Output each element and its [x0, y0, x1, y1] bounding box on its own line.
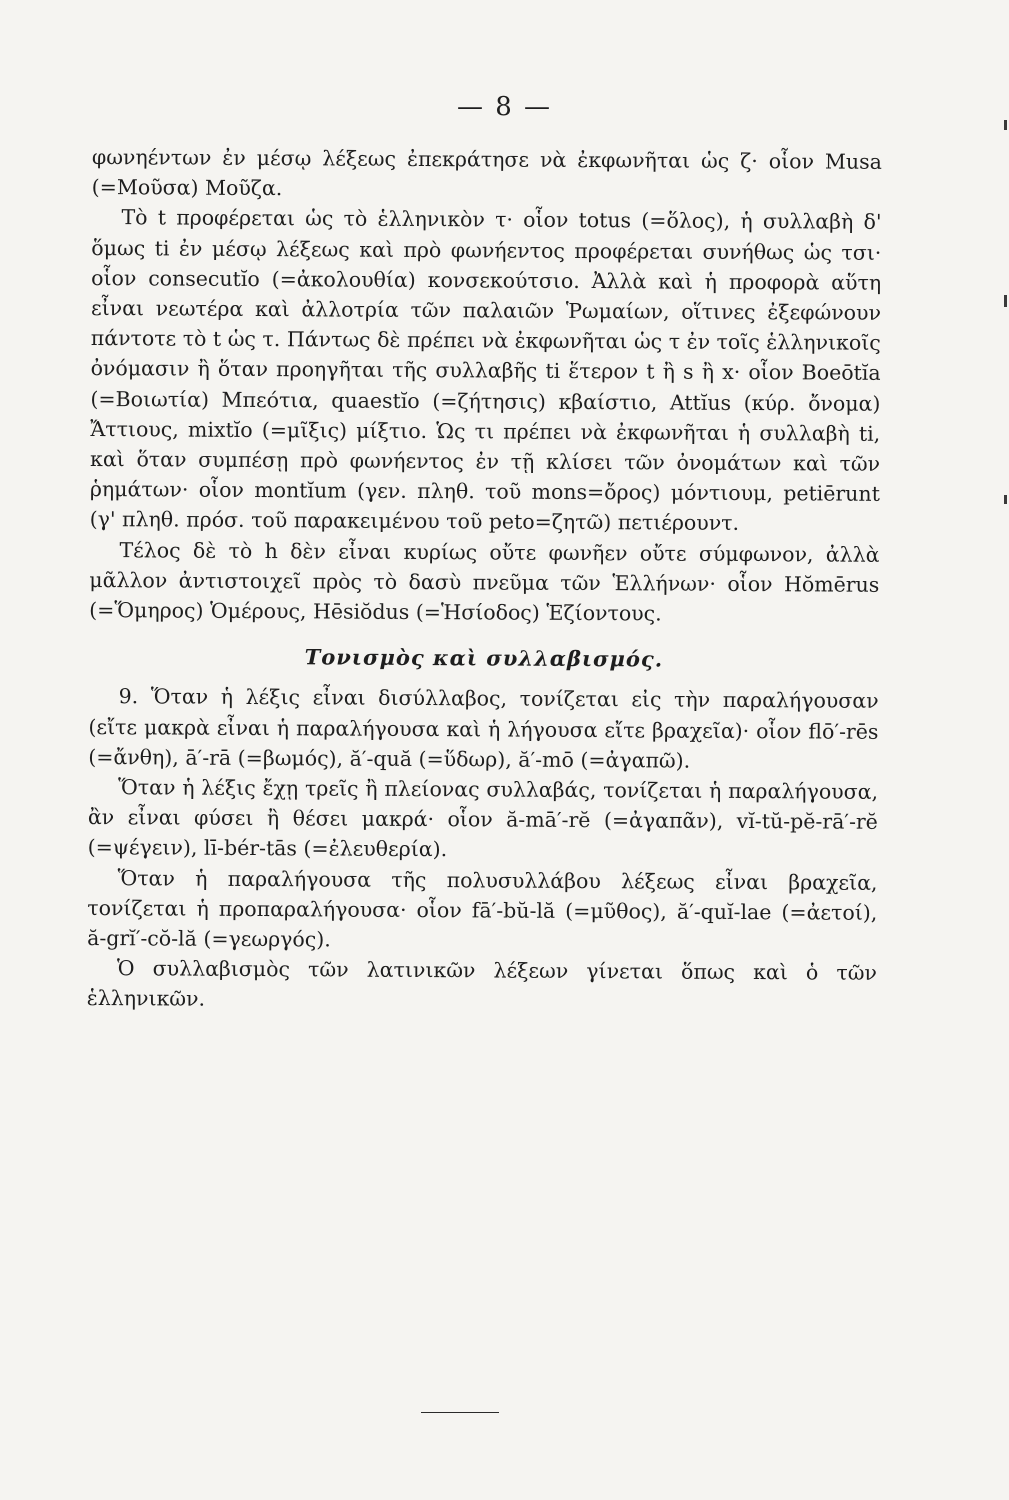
edge-mark [1004, 495, 1007, 504]
edge-mark [1004, 120, 1007, 130]
paragraph-letter-h: Τέλος δὲ τὸ h δὲν εἶναι κυρίως οὔτε φωνῆεν οὔτε σύμφωνον, ἀλλὰ μᾶλλον ἀντιστοιχεῖ πρὸς τὸ δασὺ πνεῦμα τῶν Ἑλλήνων· οἷον Hŏmērus (=Ὅμηρος) Ὁμέρους, Hēsiŏdus (=Ἡσίοδος) Ἑζίοντους. [89, 537, 880, 626]
paragraph-continuation: φωνηέντων ἐν μέσῳ λέξεως ἐπεκράτησε νὰ ἐκφωνῆται ὡς ζ· οἷον Musa (=Μοῦσα) Μοῦζα. [91, 144, 882, 201]
closing-rule [421, 1412, 499, 1413]
paragraph-penult-long: Ὅταν ἡ λέξις ἔχῃ τρεῖς ἢ πλείονας συλλαβάς, τονίζεται ἡ παραλήγουσα, ἂν εἶναι φύσει ἢ θέσει μακρά· οἷον ă-mā′-rĕ (=ἀγαπᾶν), vĭ-tŭ-pĕ-rā′-rĕ (=ψέγειν), lī-bér-tās (=ἐλευθερία). [87, 775, 879, 862]
paragraph-penult-short: Ὅταν ἡ παραλήγουσα τῆς πολυσυλλάβου λέξεως εἶναι βραχεῖα, τονίζεται ἡ προπαραλήγουσα· οἷον fā′-bŭ-lă (=μῦθος), ă′-quĭ-lae (=ἀετοί), ă-grĭ′-cŏ-lă (=γεωργός). [87, 865, 878, 952]
paragraph-syllabification: Ὁ συλλαβισμὸς τῶν λατινικῶν λέξεων γίνεται ὅπως καὶ ὁ τῶν ἑλληνικῶν. [86, 956, 878, 1012]
paragraph-letter-t: Τὸ t προφέρεται ὡς τὸ ἑλληνικὸν τ· οἷον totus (=ὅλος), ἡ συλλαβὴ δ' ὅμως ti ἐν μέσῳ λέξεως καὶ πρὸ φωνήεντος προφέρεται συνήθως ὡς τσι· οἷον consecutĭo (=ἀκολουθία) κονσεκούτσιο. Ἀλλὰ καὶ ἡ προφορὰ αὕτη εἶναι νεωτέρα καὶ ἀλλοτρία τῶν παλαιῶν Ῥωμαίων, οἵτινες ἐξεφώνουν πάντοτε τὸ t ὡς τ. Πάντως δὲ πρέπει νὰ ἐκφωνῆται ὡς τ ἐν τοῖς ἑλληνικοῖς ὀνόμασιν ἢ ὅταν προηγῆται τῆς συλλαβῆς ti ἕτερον t ἢ s ἢ x· οἷον Boeōtĭa (=Βοιωτία) Μπεότια, quaestĭo (=ζήτησις) κβαίστιο, Attĭus (κύρ. ὄνομα) Ἄττιους, mixtĭo (=μῖξις) μίξτιο. Ὡς τι πρέπει νὰ ἐκφωνῆται ἡ συλλαβὴ ti, καὶ ὅταν συμπέσῃ πρὸ φωνήεντος ἐν τῇ κλίσει τῶν ὀνομάτων καὶ τῶν ῥημάτων· οἷον montĭum (γεν. πληθ. τοῦ mons=ὄρος) μόντιουμ, petiērunt (γ' πληθ. πρόσ. τοῦ παρακειμένου τοῦ peto=ζητῶ) πετιέρουντ. [89, 205, 882, 536]
page-number: — 8 — [456, 92, 553, 122]
section-heading: Τονισμὸς καὶ συλλαβισμός. [304, 644, 664, 672]
paragraph-disyllabic: 9. Ὅταν ἡ λέξις εἶναι δισύλλαβος, τονίζεται εἰς τὴν παραλήγουσαν (εἴτε μακρὰ εἶναι ἡ παραλήγουσα καὶ ἡ λήγουσα εἴτε βραχεῖα)· οἷον flō′-rēs (=ἄνθη), ā′-rā (=βωμός), ă′-quă (=ὕδωρ), ă′-mō (=ἀγαπῶ). [88, 684, 879, 773]
edge-mark [1004, 295, 1007, 307]
body-text [87, 142, 882, 1018]
